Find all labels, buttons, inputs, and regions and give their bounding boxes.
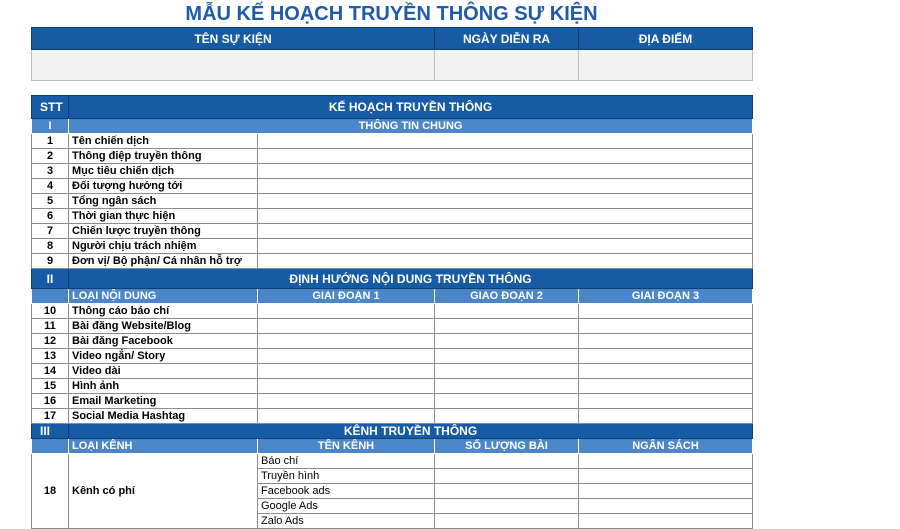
channel-name: Facebook ads bbox=[258, 484, 435, 499]
phase-cell[interactable] bbox=[258, 319, 435, 334]
value-cell[interactable] bbox=[258, 179, 753, 194]
phase-cell[interactable] bbox=[435, 304, 579, 319]
row-number: 7 bbox=[32, 224, 69, 239]
row-label: Email Marketing bbox=[69, 394, 258, 409]
content-type-header: LOẠI NỘI DUNG bbox=[69, 289, 258, 304]
communication-plan-table bbox=[31, 95, 753, 529]
phase-cell[interactable] bbox=[258, 334, 435, 349]
row-label: Tên chiến dịch bbox=[69, 134, 258, 149]
phase-cell[interactable] bbox=[579, 349, 753, 364]
post-count-cell[interactable] bbox=[435, 499, 579, 514]
phase-cell[interactable] bbox=[579, 364, 753, 379]
phase-cell[interactable] bbox=[435, 319, 579, 334]
phase-1-header: GIAI ĐOẠN 1 bbox=[258, 289, 435, 304]
table-row bbox=[32, 379, 753, 394]
phase-cell[interactable] bbox=[579, 394, 753, 409]
phase-cell[interactable] bbox=[435, 364, 579, 379]
table-row bbox=[32, 304, 753, 319]
row-label: Bài đăng Facebook bbox=[69, 334, 258, 349]
phase-cell[interactable] bbox=[579, 379, 753, 394]
table-row bbox=[32, 134, 753, 149]
row-number: 1 bbox=[32, 134, 69, 149]
phase-cell[interactable] bbox=[435, 409, 579, 424]
budget-cell[interactable] bbox=[579, 499, 753, 514]
table-row bbox=[32, 239, 753, 254]
event-location-header: ĐỊA ĐIỂM bbox=[579, 28, 753, 50]
table-row bbox=[32, 224, 753, 239]
event-input-row bbox=[32, 50, 753, 81]
row-number: 10 bbox=[32, 304, 69, 319]
phase-cell[interactable] bbox=[579, 409, 753, 424]
row-number: 17 bbox=[32, 409, 69, 424]
row-number: 3 bbox=[32, 164, 69, 179]
section-3-roman: III bbox=[32, 424, 69, 439]
section-3-header bbox=[32, 424, 753, 439]
channel-type-label: Kênh có phí bbox=[69, 454, 258, 529]
phase-cell[interactable] bbox=[435, 349, 579, 364]
channel-name: Báo chí bbox=[258, 454, 435, 469]
table-row bbox=[32, 334, 753, 349]
phase-cell[interactable] bbox=[579, 334, 753, 349]
section-2-roman: II bbox=[32, 269, 69, 289]
row-number: 14 bbox=[32, 364, 69, 379]
row-label: Đơn vị/ Bộ phận/ Cá nhân hỗ trợ bbox=[69, 254, 258, 269]
row-number: 11 bbox=[32, 319, 69, 334]
section-1-roman: I bbox=[32, 119, 69, 134]
phase-cell[interactable] bbox=[258, 349, 435, 364]
table-row bbox=[32, 149, 753, 164]
phase-2-header: GIAO ĐOẠN 2 bbox=[435, 289, 579, 304]
value-cell[interactable] bbox=[258, 209, 753, 224]
table-row bbox=[32, 409, 753, 424]
section-3-title: KÊNH TRUYỀN THÔNG bbox=[69, 424, 753, 439]
phase-cell[interactable] bbox=[435, 334, 579, 349]
row-label: Mục tiêu chiến dịch bbox=[69, 164, 258, 179]
phase-cell[interactable] bbox=[258, 304, 435, 319]
channel-name: Zalo Ads bbox=[258, 514, 435, 529]
table-row bbox=[32, 349, 753, 364]
row-label: Social Media Hashtag bbox=[69, 409, 258, 424]
row-number: 13 bbox=[32, 349, 69, 364]
phase-cell[interactable] bbox=[435, 379, 579, 394]
budget-header: NGÂN SÁCH bbox=[579, 439, 753, 454]
table-row bbox=[32, 319, 753, 334]
channel-row bbox=[32, 454, 753, 469]
row-label: Hình ảnh bbox=[69, 379, 258, 394]
value-cell[interactable] bbox=[258, 224, 753, 239]
phase-cell[interactable] bbox=[579, 319, 753, 334]
budget-cell[interactable] bbox=[579, 484, 753, 499]
budget-cell[interactable] bbox=[579, 514, 753, 529]
row-number: 18 bbox=[32, 454, 69, 529]
row-label: Thời gian thực hiện bbox=[69, 209, 258, 224]
row-number: 5 bbox=[32, 194, 69, 209]
row-label: Người chịu trách nhiệm bbox=[69, 239, 258, 254]
table-row bbox=[32, 194, 753, 209]
row-label: Bài đăng Website/Blog bbox=[69, 319, 258, 334]
row-label: Video ngắn/ Story bbox=[69, 349, 258, 364]
section-1-title: THÔNG TIN CHUNG bbox=[69, 119, 753, 134]
table-row bbox=[32, 254, 753, 269]
event-info-table bbox=[31, 27, 753, 81]
row-number: 6 bbox=[32, 209, 69, 224]
value-cell[interactable] bbox=[258, 149, 753, 164]
stt-header: STT bbox=[32, 96, 69, 119]
event-name-cell[interactable] bbox=[32, 50, 435, 81]
plan-title-header: KẾ HOẠCH TRUYỀN THÔNG bbox=[69, 96, 753, 119]
channel-name-header: TÊN KÊNH bbox=[258, 439, 435, 454]
phase-cell[interactable] bbox=[435, 394, 579, 409]
event-name-header: TÊN SỰ KIỆN bbox=[32, 28, 435, 50]
phase-cell[interactable] bbox=[258, 409, 435, 424]
row-number: 15 bbox=[32, 379, 69, 394]
value-cell[interactable] bbox=[258, 254, 753, 269]
phase-3-header: GIAI ĐOẠN 3 bbox=[579, 289, 753, 304]
section-2-header bbox=[32, 269, 753, 289]
event-location-cell[interactable] bbox=[579, 50, 753, 81]
row-label: Đối tượng hướng tới bbox=[69, 179, 258, 194]
phase-cell[interactable] bbox=[258, 364, 435, 379]
row-number: 8 bbox=[32, 239, 69, 254]
value-cell[interactable] bbox=[258, 194, 753, 209]
section-1-header bbox=[32, 119, 753, 134]
value-cell[interactable] bbox=[258, 164, 753, 179]
row-label: Video dài bbox=[69, 364, 258, 379]
row-number: 9 bbox=[32, 254, 69, 269]
budget-cell[interactable] bbox=[579, 469, 753, 484]
event-date-cell[interactable] bbox=[435, 50, 579, 81]
blank-header bbox=[32, 289, 69, 304]
table-row bbox=[32, 364, 753, 379]
row-label: Thông cáo báo chí bbox=[69, 304, 258, 319]
phase-cell[interactable] bbox=[258, 379, 435, 394]
post-count-cell[interactable] bbox=[435, 484, 579, 499]
row-number: 16 bbox=[32, 394, 69, 409]
row-number: 12 bbox=[32, 334, 69, 349]
budget-cell[interactable] bbox=[579, 454, 753, 469]
section-3-columns bbox=[32, 439, 753, 454]
event-date-header: NGÀY DIỄN RA bbox=[435, 28, 579, 50]
plan-header-row bbox=[32, 96, 753, 119]
channel-name: Truyền hình bbox=[258, 469, 435, 484]
section-2-columns bbox=[32, 289, 753, 304]
row-label: Thông điệp truyền thông bbox=[69, 149, 258, 164]
page-title: MẪU KẾ HOẠCH TRUYỀN THÔNG SỰ KIỆN bbox=[185, 3, 598, 25]
table-row bbox=[32, 164, 753, 179]
phase-cell[interactable] bbox=[579, 304, 753, 319]
channel-type-header: LOẠI KÊNH bbox=[69, 439, 258, 454]
post-count-cell[interactable] bbox=[435, 469, 579, 484]
row-number: 2 bbox=[32, 149, 69, 164]
blank-header bbox=[32, 439, 69, 454]
section-2-title: ĐỊNH HƯỚNG NỘI DUNG TRUYỀN THÔNG bbox=[69, 269, 753, 289]
post-count-cell[interactable] bbox=[435, 514, 579, 529]
event-header-row bbox=[32, 28, 753, 50]
value-cell[interactable] bbox=[258, 239, 753, 254]
row-number: 4 bbox=[32, 179, 69, 194]
phase-cell[interactable] bbox=[258, 394, 435, 409]
table-row bbox=[32, 209, 753, 224]
table-row bbox=[32, 394, 753, 409]
value-cell[interactable] bbox=[258, 134, 753, 149]
table-row bbox=[32, 179, 753, 194]
row-label: Tổng ngân sách bbox=[69, 194, 258, 209]
channel-name: Google Ads bbox=[258, 499, 435, 514]
post-count-cell[interactable] bbox=[435, 454, 579, 469]
row-label: Chiến lược truyền thông bbox=[69, 224, 258, 239]
post-count-header: SỐ LƯỢNG BÀI bbox=[435, 439, 579, 454]
